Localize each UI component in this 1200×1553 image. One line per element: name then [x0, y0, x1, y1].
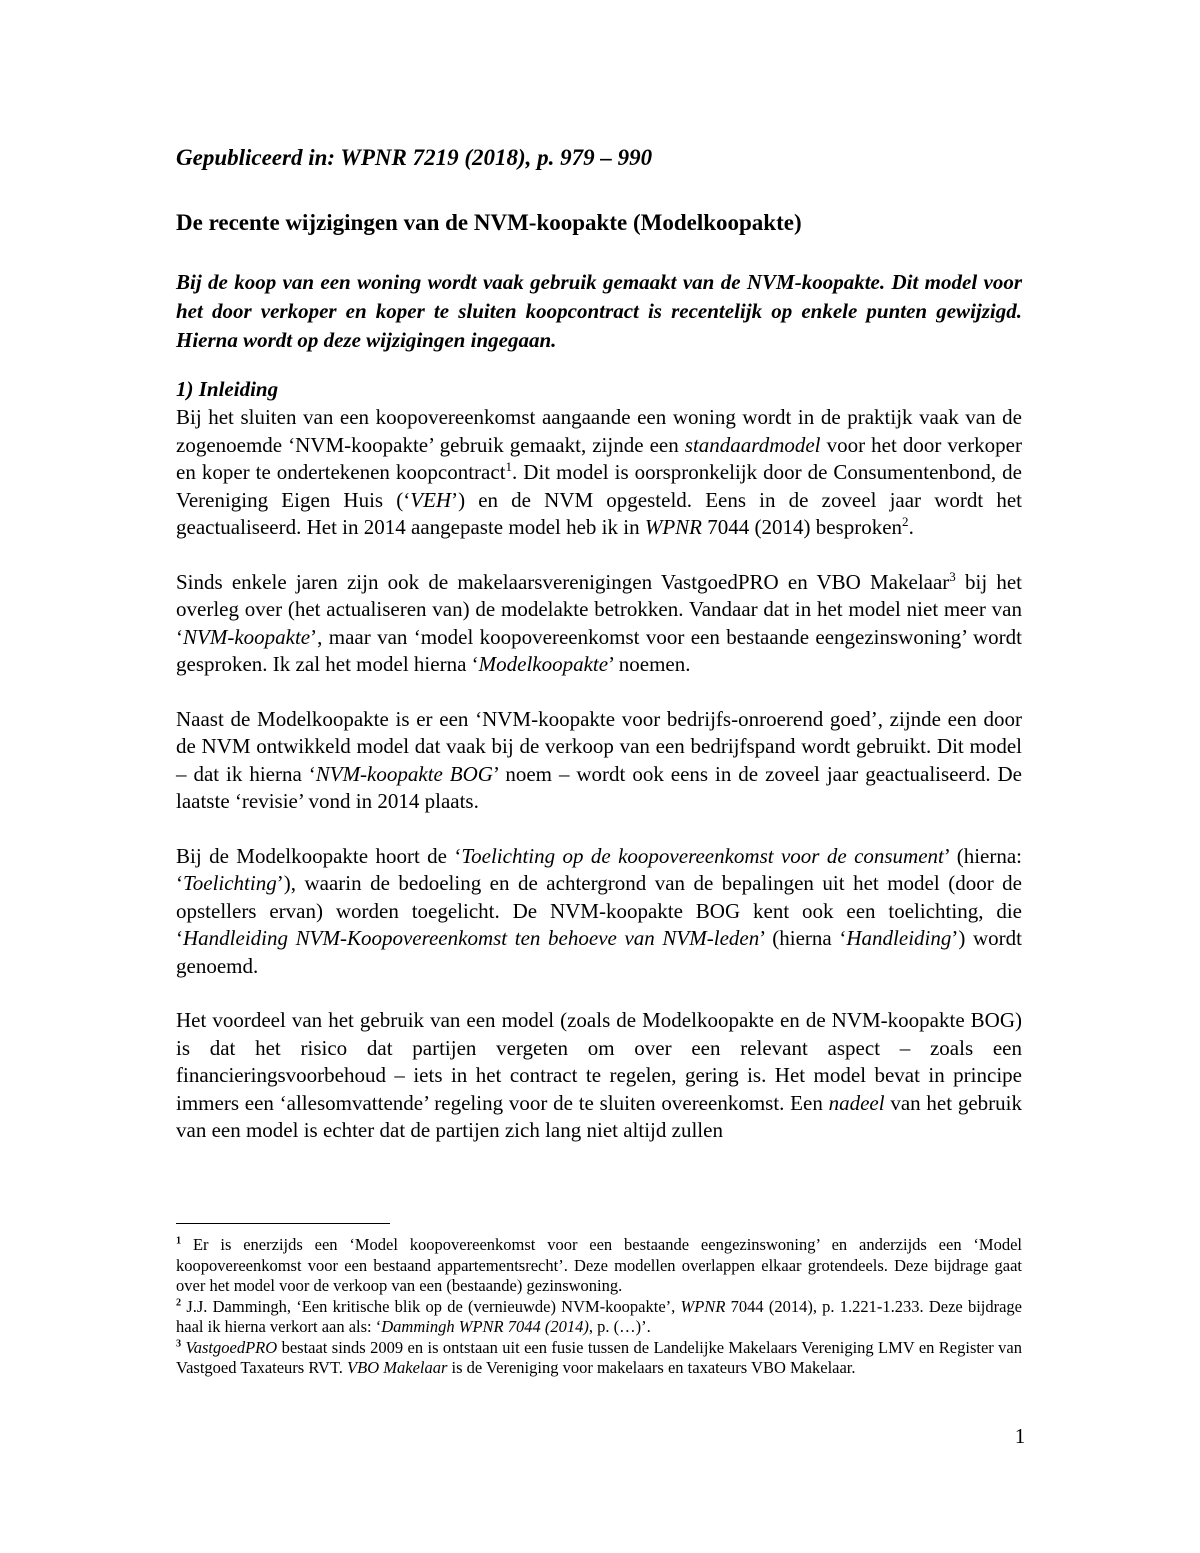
footnote-divider — [176, 1223, 390, 1224]
abstract: Bij de koop van een woning wordt vaak gebruik gemaakt van de NVM-koopakte. Dit model voor het door verkoper en koper te sluiten koopcontract is recentelijk op enkele punten gewijzigd. Hierna wordt op deze wijzigingen ingegaan. — [176, 270, 1022, 352]
paragraph-5: Het voordeel van het gebruik van een model (zoals de Modelkoopakte en de NVM-koopakte BOG) is dat het risico dat partijen vergeten om over een relevant aspect – zoals een financieringsvoorbehoud – iets in het contract te regelen, gering is. Het model bevat in principe immers een ‘allesomvattende’ regeling voor de te sluiten overeenkomst. Een nadeel van het gebruik van een model is echter dat de partijen zich lang niet altijd zullen — [176, 1008, 1022, 1142]
footnote-mark-3: 3 — [176, 1338, 182, 1349]
footnote-ref-2[interactable]: 2 — [902, 514, 909, 529]
section-heading: 1) Inleiding — [176, 377, 279, 401]
footnote-mark-1: 1 — [176, 1235, 182, 1247]
footnotes — [176, 1235, 1022, 1379]
page-number: 1 — [1014, 1424, 1026, 1448]
paragraph-3: Naast de Modelkoopakte is er een ‘NVM-koopakte voor bedrijfs-onroerend goed’, zijnde een door de NVM ontwikkeld model dat vaak bij de verkoop van een bedrijfspand wordt gebruikt. Dit model – dat ik hierna ‘NVM-koopakte BOG’ noem – wordt ook eens in de zoveel jaar geactualiseerd. De laatste ‘revisie’ vond in 2014 plaats. — [176, 706, 1023, 813]
document-title: De recente wijzigingen van de NVM-koopakte (Modelkoopakte) — [176, 210, 802, 235]
footnote-mark-2: 2 — [176, 1297, 182, 1308]
paragraph-1: Bij het sluiten van een koopovereenkomst aangaande een woning wordt in de praktijk vaak van de zogenoemde ‘NVM-koopakte’ gebruik gemaakt, zijnde een standaardmodel voor het door verkoper en koper te ondertekenen koopcontract$^1$. Dit model is oorspronkelijk door de Consumentenbond, de Vereniging Eigen Huis (‘VEH’) en de NVM opgesteld. Eens in de zoveel jaar wordt het geactualiseerd. Het in 2014 aangepaste model heb ik in WPNR 7044 (2014) besproken$^2$. — [176, 405, 1022, 539]
publication-reference: Gepubliceerd in: WPNR 7219 (2018), p. 979 – 990 — [176, 145, 653, 170]
footnote-ref-3[interactable]: 3 — [949, 568, 956, 584]
footnote-ref-1[interactable]: 1 — [505, 459, 513, 474]
body-text — [176, 375, 1022, 1172]
footnote-3: $^3$ VastgoedPRO bestaat sinds 2009 en is ontstaan uit een fusie tussen de Landelijke Makelaars Vereniging LMV en Register van Vastgoed Taxateurs RVT. VBO Makelaar is de Vereniging voor makelaars en taxateurs VBO Makelaar. — [176, 1337, 1022, 1377]
footnote-2: $^2$ J.J. Dammingh, ‘Een kritische blik op de (vernieuwde) NVM-koopakte’, WPNR 7044 (2014), p. 1.221-1.233. Deze bijdrage haal ik hierna verkort aan als: ‘Dammingh WPNR 7044 (2014), p. (…)’. — [176, 1296, 1023, 1336]
footnote-1: $^1$ Er is enerzijds een ‘Model koopovereenkomst voor een bestaande eengezinswoning’ en anderzijds een ‘Model koopovereenkomst voor een bestaand appartementsrecht’. Deze modellen overlappen elkaar grotendeels. Deze bijdrage gaat over het model voor de verkoop van een (bestaande) gezinswoning. — [176, 1235, 1022, 1295]
paragraph-2: Sinds enkele jaren zijn ook de makelaarsverenigingen VastgoedPRO en VBO Makelaar$^3$ bij het overleg over (het actualiseren van) de modelakte betrokken. Vandaar dat in het model niet meer van ‘NVM-koopakte’, maar van ‘model koopovereenkomst voor een bestaande eengezinswoning’ wordt gesproken. Ik zal het model hierna ‘Modelkoopakte’ noemen. — [176, 568, 1022, 676]
paragraph-4: Bij de Modelkoopakte hoort de ‘Toelichting op de koopovereenkomst voor de consument’ (hierna: ‘Toelichting’), waarin de bedoeling en de achtergrond van de bepalingen uit het model (door de opstellers ervan) worden toegelicht. De NVM-koopakte BOG kent ook een toelichting, die ‘Handleiding NVM-Koopovereenkomst ten behoeve van NVM-leden’ (hierna ‘Handleiding’) wordt genoemd. — [176, 843, 1023, 978]
